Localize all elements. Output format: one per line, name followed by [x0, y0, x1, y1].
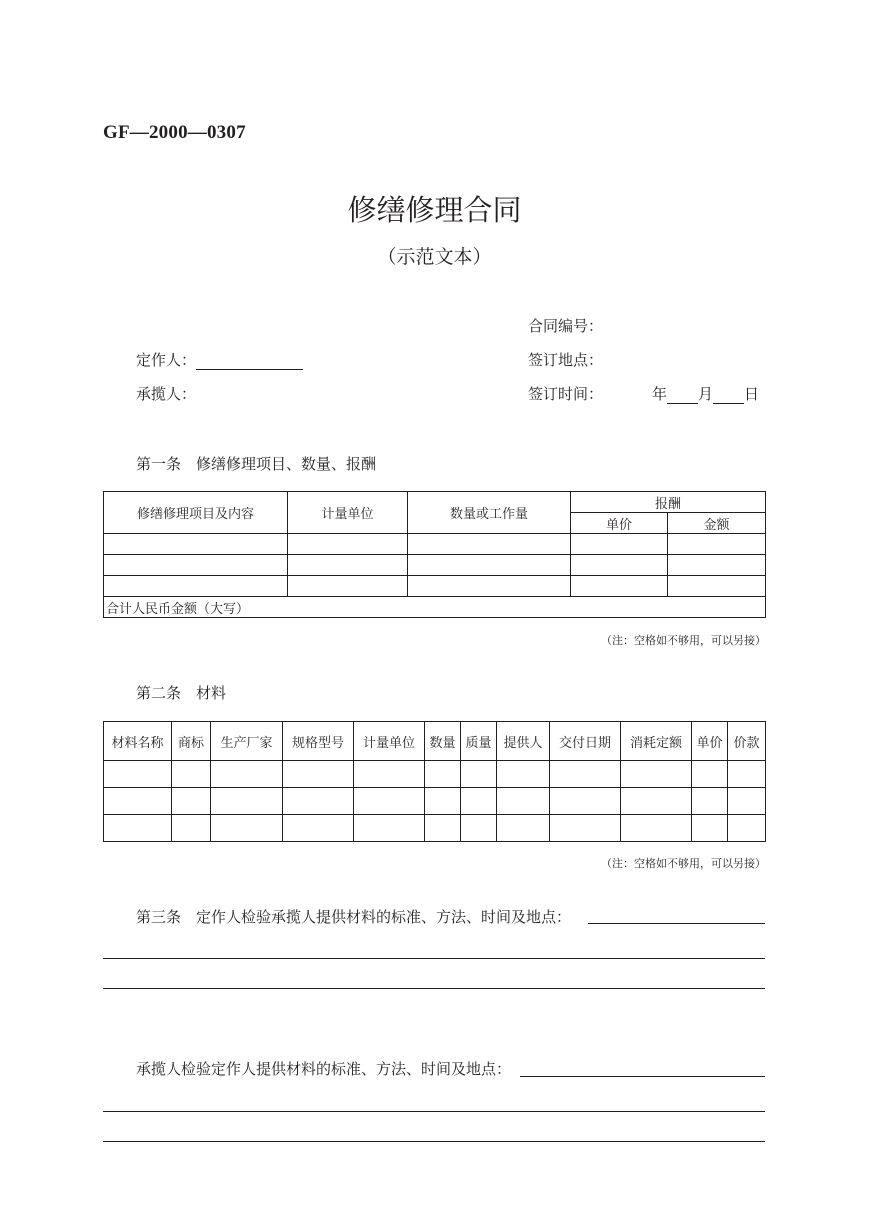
table-cell[interactable] — [211, 761, 283, 788]
table-cell[interactable] — [408, 555, 571, 576]
table-cell[interactable] — [104, 576, 288, 597]
table-cell[interactable] — [461, 761, 497, 788]
table-cell[interactable] — [692, 788, 728, 815]
table-cell[interactable] — [571, 555, 668, 576]
total-amount-label: 合计人民币金额（大写） — [104, 597, 766, 618]
table-cell[interactable] — [172, 788, 211, 815]
table-cell[interactable] — [354, 788, 425, 815]
article3-blank-line[interactable] — [103, 958, 765, 959]
table-header-row — [104, 492, 766, 513]
materials-col-header: 消耗定额 — [621, 722, 692, 761]
col-price-header: 单价 — [571, 513, 668, 534]
article3-heading: 第三条 定作人检验承揽人提供材料的标准、方法、时间及地点： — [136, 908, 572, 926]
table-cell[interactable] — [550, 815, 621, 842]
materials-table — [103, 721, 766, 842]
sign-time-label: 签订时间： — [528, 385, 604, 403]
article3-fill-line[interactable] — [588, 923, 765, 924]
materials-col-header: 商标 — [172, 722, 211, 761]
table-cell[interactable] — [668, 576, 766, 597]
col-unit-header: 计量单位 — [288, 492, 408, 534]
table-cell[interactable] — [288, 576, 408, 597]
contractor-inspection-text: 承揽人检验定作人提供材料的标准、方法、时间及地点： — [136, 1060, 512, 1078]
materials-col-header: 生产厂家 — [211, 722, 283, 761]
contractor-inspection-blank-line[interactable] — [103, 1111, 765, 1112]
table-cell[interactable] — [425, 815, 461, 842]
sign-date-field — [652, 383, 759, 404]
table-cell[interactable] — [354, 761, 425, 788]
table-cell[interactable] — [461, 788, 497, 815]
table-row — [104, 534, 766, 555]
table-cell[interactable] — [104, 815, 172, 842]
table-cell[interactable] — [104, 534, 288, 555]
article1-note: （注：空格如不够用，可以另接） — [601, 634, 766, 647]
table-cell[interactable] — [211, 815, 283, 842]
article2-note: （注：空格如不够用，可以另接） — [601, 857, 766, 870]
table-cell[interactable] — [728, 815, 766, 842]
table-cell[interactable] — [497, 815, 550, 842]
col-pay-header: 报酬 — [571, 492, 766, 513]
article3-blank-line[interactable] — [103, 988, 765, 989]
article1-heading: 第一条 修缮修理项目、数量、报酬 — [136, 455, 377, 473]
day-label: 日 — [744, 385, 760, 403]
materials-col-header: 单价 — [692, 722, 728, 761]
table-cell[interactable] — [172, 761, 211, 788]
materials-col-header: 交付日期 — [550, 722, 621, 761]
table-cell[interactable] — [692, 815, 728, 842]
table-cell[interactable] — [621, 815, 692, 842]
table-cell[interactable] — [728, 788, 766, 815]
contractor-label: 承揽人： — [136, 385, 197, 403]
table-cell[interactable] — [692, 761, 728, 788]
contractor-inspection-fill-line[interactable] — [520, 1076, 765, 1077]
table-cell[interactable] — [550, 788, 621, 815]
table-cell[interactable] — [728, 761, 766, 788]
day-blank[interactable] — [713, 386, 744, 404]
col-qty-header: 数量或工作量 — [408, 492, 571, 534]
repair-items-table — [103, 491, 766, 618]
table-cell[interactable] — [497, 761, 550, 788]
orderer-field — [136, 349, 303, 370]
table-cell[interactable] — [283, 761, 354, 788]
table-cell[interactable] — [283, 788, 354, 815]
table-cell[interactable] — [550, 761, 621, 788]
table-cell[interactable] — [211, 788, 283, 815]
materials-col-header: 数量 — [425, 722, 461, 761]
orderer-blank[interactable] — [196, 352, 303, 370]
table-row — [104, 788, 766, 815]
materials-col-header: 提供人 — [497, 722, 550, 761]
table-cell[interactable] — [288, 534, 408, 555]
materials-col-header: 质量 — [461, 722, 497, 761]
table-cell[interactable] — [354, 815, 425, 842]
table-cell[interactable] — [288, 555, 408, 576]
table-cell[interactable] — [408, 576, 571, 597]
table-cell[interactable] — [497, 788, 550, 815]
contract-no-label: 合同编号： — [528, 317, 604, 335]
materials-header-row — [104, 722, 766, 761]
table-cell[interactable] — [425, 788, 461, 815]
table-cell[interactable] — [461, 815, 497, 842]
table-cell[interactable] — [104, 555, 288, 576]
materials-col-header: 价款 — [728, 722, 766, 761]
table-cell[interactable] — [283, 815, 354, 842]
table-row — [104, 555, 766, 576]
table-cell[interactable] — [668, 555, 766, 576]
table-cell[interactable] — [571, 576, 668, 597]
total-row — [104, 597, 766, 618]
table-cell[interactable] — [425, 761, 461, 788]
table-row — [104, 815, 766, 842]
sign-place-label: 签订地点： — [528, 351, 604, 369]
month-blank[interactable] — [667, 386, 698, 404]
table-cell[interactable] — [104, 761, 172, 788]
table-cell[interactable] — [621, 761, 692, 788]
table-cell[interactable] — [408, 534, 571, 555]
materials-col-header: 规格型号 — [283, 722, 354, 761]
table-cell[interactable] — [571, 534, 668, 555]
table-cell[interactable] — [104, 788, 172, 815]
document-code: GF—2000—0307 — [103, 122, 246, 143]
table-row — [104, 761, 766, 788]
col-amount-header: 金额 — [668, 513, 766, 534]
month-label: 月 — [698, 385, 714, 403]
materials-col-header: 材料名称 — [104, 722, 172, 761]
article2-heading: 第二条 材料 — [136, 684, 227, 702]
table-cell[interactable] — [621, 788, 692, 815]
year-label: 年 — [652, 385, 668, 403]
materials-col-header: 计量单位 — [354, 722, 425, 761]
orderer-label: 定作人： — [136, 351, 197, 369]
page-title: 修缮修理合同 — [347, 193, 522, 227]
col-item-header: 修缮修理项目及内容 — [104, 492, 288, 534]
contractor-inspection-blank-line[interactable] — [103, 1141, 765, 1142]
table-cell[interactable] — [668, 534, 766, 555]
table-cell[interactable] — [172, 815, 211, 842]
table-row — [104, 576, 766, 597]
page-subtitle: （示范文本） — [377, 246, 492, 268]
